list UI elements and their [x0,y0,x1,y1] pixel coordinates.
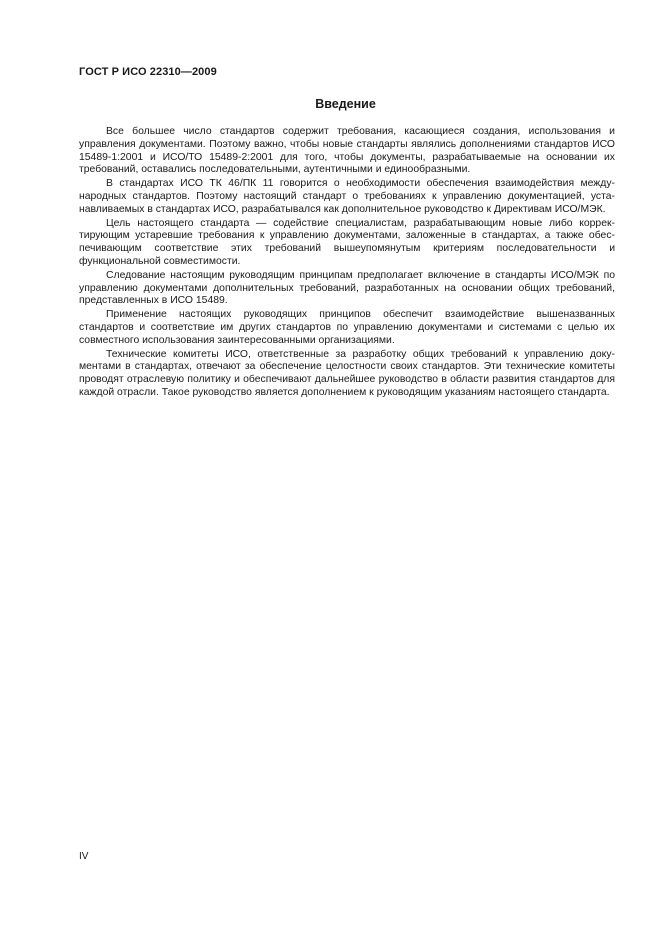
paragraph: Технические комитеты ИСО, ответственные за разработку общих требований к управлению документами в стандартах, отвечают за обеспечение целостности своих стандартов. Эти технические комитеты проводят отраслевую политику и обеспечивают дальнейшее руководство в области развития стандартов для каждой отрасли. Такое руководство является дополнением к руководящим указаниям настоящего стандарта. [79,348,615,398]
section-title: Введение [315,97,376,111]
page-number: IV [79,851,89,862]
paragraph: В стандартах ИСО ТК 46/ПК 11 говорится о необходимости обеспечения взаимодействия международных стандартов. Поэтому настоящий стандарт о требованиях к управлению документацией, устанавливаемых в стандартах ИСО, разрабатывался как дополнительное руководство к Директивам ИСО/МЭК. [79,178,615,215]
paragraph: Следование настоящим руководящим принципам предполагает включение в стандарты ИСО/МЭК по управлению документами дополнительных требований, разработанных на основании общих требований, представленных в ИСО 15489. [79,269,615,307]
standard-header: ГОСТ Р ИСО 22310—2009 [79,66,217,78]
paragraph: Все большее число стандартов содержит требования, касающиеся создания, использования и управления документами. Поэтому важно, чтобы новые стандарты являлись дополнениями стандартов ИСО 15489-1:2001 и ИСО/ТО 15489-2:2001 для того, чтобы документы, разрабатываемые на основании их требований, оставались последовательными, аутентичными и единообразными. [79,126,615,176]
paragraph: Цель настоящего стандарта — содействие специалистам, разрабатывающим новые либо корректирующим устаревшие требования к управлению документами, заложенные в стандартах, а также обеспечивающим соответствие этих требований вышеупомянутым критериям последовательности и функциональной совместимости. [79,217,615,267]
introduction-body [79,126,615,401]
paragraph: Применение настоящих руководящих принципов обеспечит взаимодействие вышеназванных стандартов и соответствие им других стандартов по управлению документами и системами с целью их совместного использования заинтересованными организациями. [79,309,615,346]
